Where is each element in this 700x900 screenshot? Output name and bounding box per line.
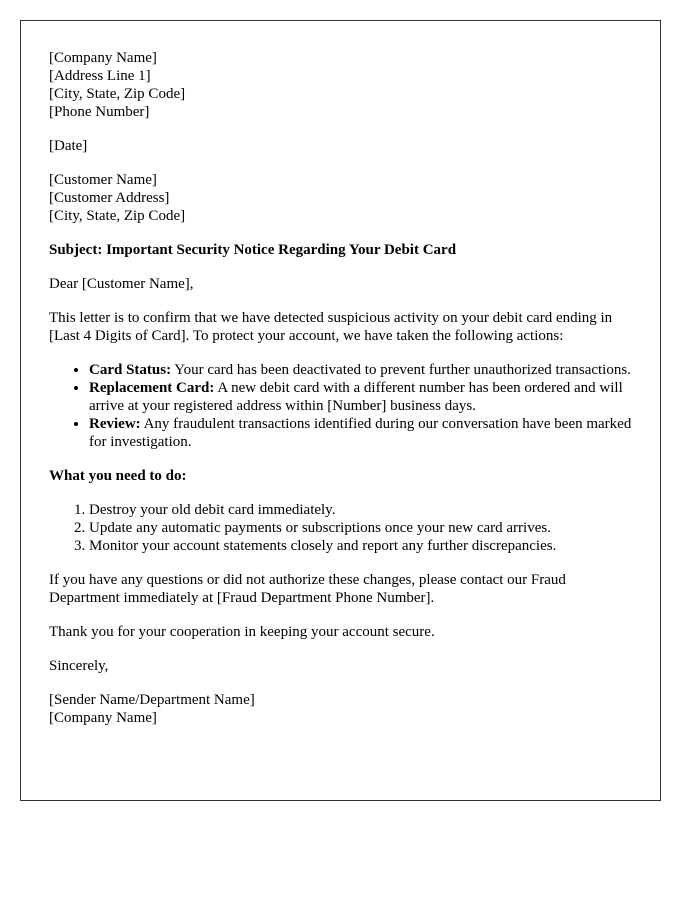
contact-paragraph: If you have any questions or did not authorize these changes, please contact our Fraud Department immediately at [Fraud Department Phone Number]. — [49, 572, 566, 606]
list-item — [89, 361, 632, 379]
actions-list — [49, 361, 632, 451]
letter-date: [Date] — [49, 138, 88, 154]
recipient-city: [City, State, Zip Code] — [49, 208, 186, 224]
recipient-block — [49, 171, 632, 225]
letter — [20, 20, 661, 801]
list-item — [89, 415, 632, 451]
action-text: A new debit card with a different number has been ordered and will arrive at your registered address within [Number] business days. — [89, 380, 623, 414]
subject-line: Subject: Important Security Notice Regarding Your Debit Card — [49, 242, 457, 258]
sender-address: [Address Line 1] — [49, 68, 151, 84]
action-label: Review: — [89, 416, 141, 432]
intro-paragraph: This letter is to confirm that we have detected suspicious activity on your debit card ending in [Last 4 Digits of Card]. To protect your account, we have taken the following actions: — [49, 310, 613, 344]
sender-block — [49, 49, 632, 121]
list-item — [89, 379, 632, 415]
todo-list — [49, 501, 632, 555]
action-text: Your card has been deactivated to prevent further unauthorized transactions. — [171, 362, 631, 378]
salutation: Dear [Customer Name], — [49, 276, 194, 292]
action-text: Any fraudulent transactions identified during our conversation have been marked for investigation. — [89, 416, 632, 450]
list-item: 3. Monitor your account statements closely and report any further discrepancies. — [89, 537, 632, 555]
list-item: 1. Destroy your old debit card immediately. — [89, 501, 632, 519]
sender-city: [City, State, Zip Code] — [49, 86, 186, 102]
signature-name: [Sender Name/Department Name] — [49, 692, 255, 708]
recipient-name: [Customer Name] — [49, 172, 157, 188]
todo-heading: What you need to do: — [49, 468, 187, 484]
action-label: Card Status: — [89, 362, 172, 378]
thanks-paragraph: Thank you for your cooperation in keeping your account secure. — [49, 624, 435, 640]
sender-phone: [Phone Number] — [49, 104, 150, 120]
signature-company: [Company Name] — [49, 710, 157, 726]
sender-company: [Company Name] — [49, 50, 157, 66]
signature-block — [49, 691, 632, 727]
closing: Sincerely, — [49, 658, 109, 674]
action-label: Replacement Card: — [89, 380, 215, 396]
list-item: 2. Update any automatic payments or subscriptions once your new card arrives. — [89, 519, 632, 537]
recipient-address: [Customer Address] — [49, 190, 170, 206]
